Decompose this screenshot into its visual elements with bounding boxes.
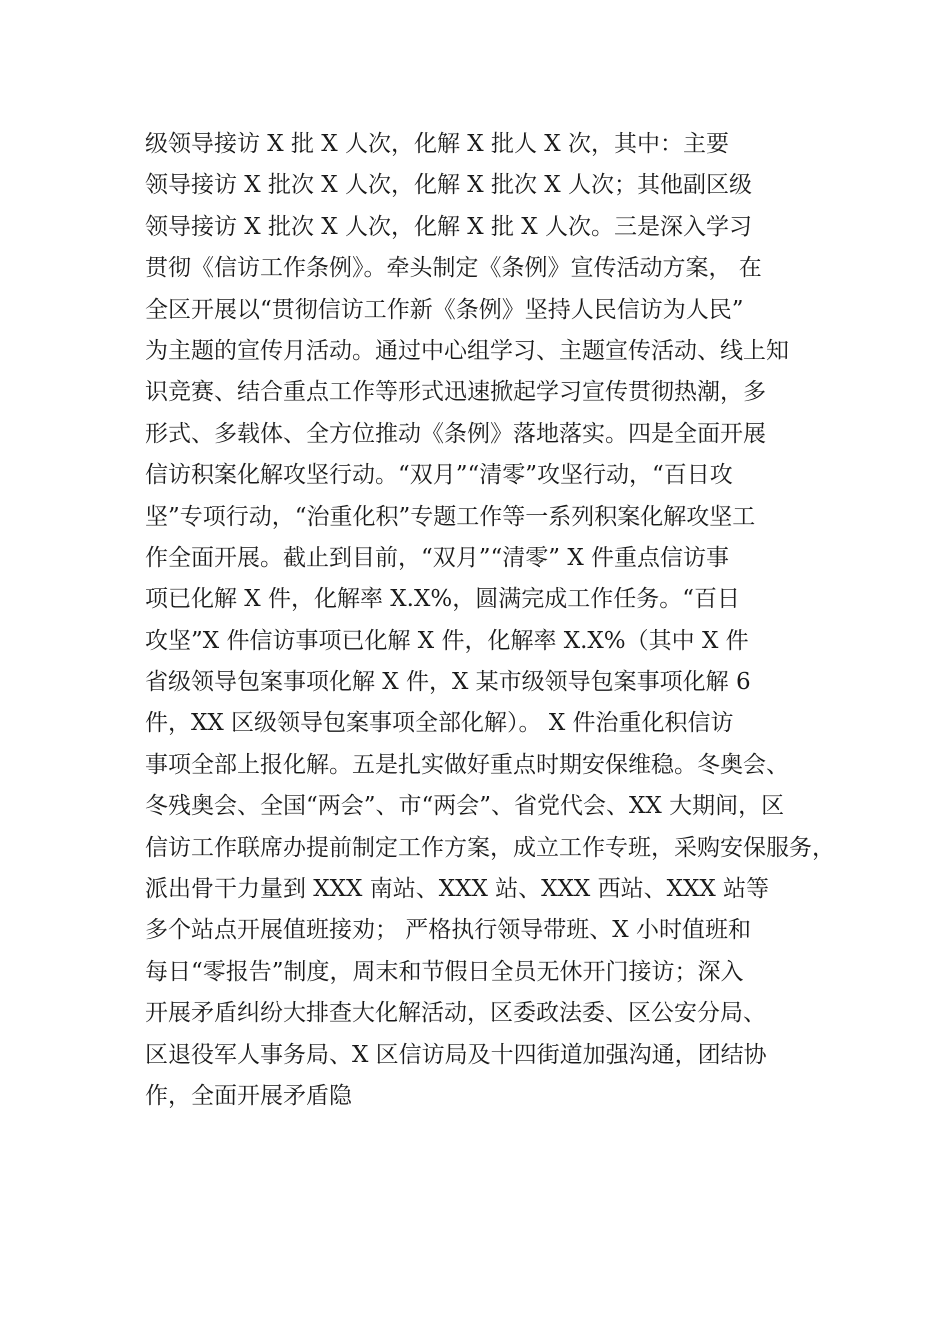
text-line: 作全面开展。截止到目前，“双月”“清零” X 件重点信访事 — [145, 544, 730, 571]
text-line: 为主题的宣传月活动。通过中心组学习、主题宣传活动、线上知 — [145, 337, 789, 364]
text-line: 省级领导包案事项化解 X 件，X 某市级领导包案事项化解 6 — [145, 669, 751, 696]
text-line: 区退役军人事务局、X 区信访局及十四街道加强沟通，团结协 — [145, 1041, 767, 1068]
text-line: 攻坚”X 件信访事项已化解 X 件，化解率 X.X%（其中 X 件 — [145, 627, 749, 654]
text-line: 领导接访 X 批次 X 人次，化解 X 批次 X 人次；其他副区级 — [145, 172, 752, 199]
text-line: 开展矛盾纠纷大排查大化解活动，区委政法委、区公安分局、 — [145, 1000, 766, 1027]
text-line: 派出骨干力量到 XXX 南站、XXX 站、XXX 西站、XXX 站等 — [145, 876, 770, 903]
text-line: 作，全面开展矛盾隐 — [145, 1082, 352, 1109]
text-line: 领导接访 X 批次 X 人次，化解 X 批 X 人次。三是深入学习 — [145, 213, 752, 240]
text-line: 每日“零报告”制度，周末和节假日全员无休开门接访；深入 — [145, 958, 744, 985]
text-line: 多个站点开展值班接劝； 严格执行领导带班、X 小时值班和 — [145, 917, 751, 944]
text-line: 全区开展以“贯彻信访工作新《条例》坚持人民信访为人民” — [145, 296, 744, 323]
text-line: 级领导接访 X 批 X 人次，化解 X 批人 X 次，其中：主要 — [145, 131, 729, 157]
text-line: 件，XX 区级领导包案事项全部化解）。 X 件治重化积信访 — [145, 710, 734, 737]
text-line: 形式、多载体、全方位推动《条例》落地落实。四是全面开展 — [145, 420, 766, 447]
text-line: 信访工作联席办提前制定工作方案，成立工作专班，采购安保服务， — [145, 834, 835, 861]
text-line: 信访积案化解攻坚行动。“双月”“清零”攻坚行动，“百日攻 — [145, 462, 733, 489]
text-line: 项已化解 X 件，化解率 X.X%，圆满完成工作任务。“百日 — [145, 586, 740, 613]
text-line: 冬残奥会、全国“两会”、市“两会”、省党代会、XX 大期间，区 — [145, 793, 785, 820]
body-paragraph — [145, 124, 845, 1117]
text-line: 事项全部上报化解。五是扎实做好重点时期安保维稳。冬奥会、 — [145, 751, 789, 778]
text-line: 贯彻《信访工作条例》。牵头制定《条例》宣传活动方案， 在 — [145, 255, 762, 282]
text-line: 坚”专项行动，“治重化积”专题工作等一系列积案化解攻坚工 — [145, 503, 756, 530]
text-line: 识竞赛、结合重点工作等形式迅速掀起学习宣传贯彻热潮，多 — [145, 379, 766, 406]
